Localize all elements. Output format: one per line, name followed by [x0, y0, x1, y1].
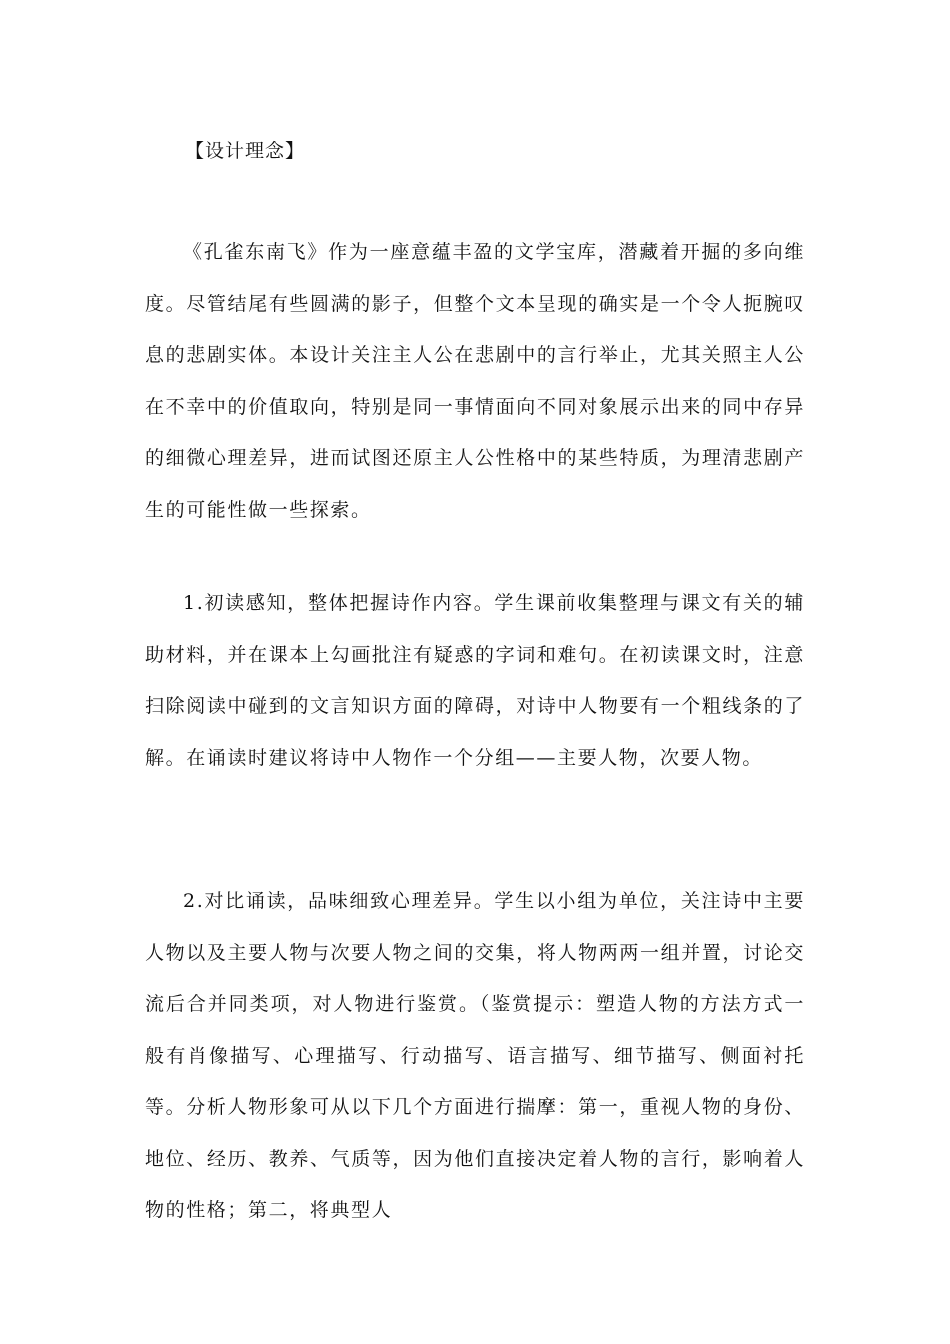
design-concept-paragraph: 《孔雀东南飞》作为一座意蕴丰盈的文学宝库，潜藏着开掘的多向维度。尽管结尾有些圆满的影子，但整个文本呈现的确实是一个令人扼腕叹息的悲剧实体。本设计关注主人公在悲剧中的言行举止，尤其关照主人公在不幸中的价值取向，特别是同一事情面向不同对象展示出来的同中存异的细微心理差异，进而试图还原主人公性格中的某些特质，为理清悲剧产生的可能性做一些探索。	[145, 241, 805, 521]
step-1-paragraph: 1.初读感知，整体把握诗作内容。学生课前收集整理与课文有关的辅助材料，并在课本上勾画批注有疑惑的字词和难句。在初读课文时，注意扫除阅读中碰到的文言知识方面的障碍，对诗中人物要有一个粗线条的了解。在诵读时建议将诗中人物作一个分组——主要人物，次要人物。	[145, 592, 805, 769]
section-heading: 【设计理念】	[185, 140, 306, 162]
step-2-paragraph: 2.对比诵读，品味细致心理差异。学生以小组为单位，关注诗中主要人物以及主要人物与次要人物之间的交集，将人物两两一组并置，讨论交流后合并同类项，对人物进行鉴赏。（鉴赏提示：塑造人物的方法方式一般有肖像描写、心理描写、行动描写、语言描写、细节描写、侧面衬托等。分析人物形象可从以下几个方面进行揣摩：第一，重视人物的身份、地位、经历、教养、气质等，因为他们直接决定着人物的言行，影响着人物的性格；第二，将典型人	[145, 890, 805, 1221]
